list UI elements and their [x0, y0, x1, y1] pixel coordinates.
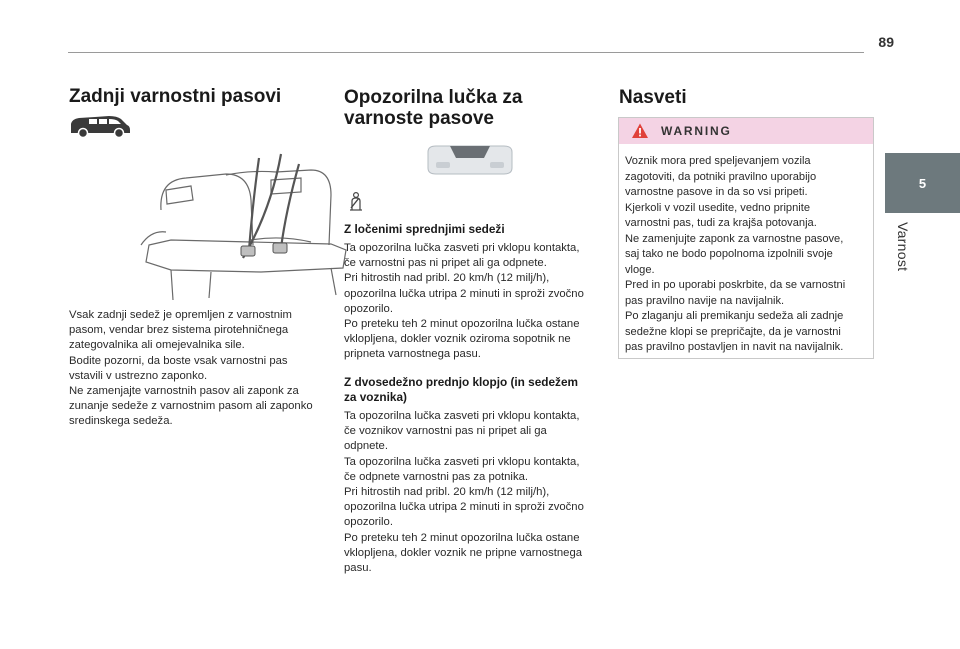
separate-seats-text — [344, 241, 604, 363]
text-line: opozorilo. — [344, 516, 393, 529]
text-line: zategovalnika ali omejevalnika sile. — [69, 339, 245, 352]
section-title-line-2: varnoste pasove — [344, 108, 494, 129]
section-title: Zadnji varnostni pasovi — [69, 86, 282, 107]
text-line: Ta opozorilna lučka zasveti pri vklopu kontakta, — [344, 455, 580, 468]
warning-label: WARNING — [661, 124, 732, 138]
subheading-bench-line-2: za voznika) — [344, 390, 407, 404]
text-line: Ta opozorilna lučka zasveti pri vklopu kontakta, — [344, 410, 580, 422]
chapter-number: 5 — [918, 175, 927, 191]
text-line: Pred in po uporabi poskrbite, da se varnostni — [625, 279, 846, 291]
text-line: Bodite pozorni, da boste vsak varnostni pas — [69, 354, 288, 367]
text-line: če varnostni pas ni pripet ali ga odpnete. — [344, 257, 547, 270]
warning-lamp-panel — [424, 140, 516, 180]
text-line: zagotoviti, da potniki pravilno uporabijo — [625, 170, 817, 183]
warning-triangle-icon — [631, 122, 649, 140]
text-line: pasom, vendar brez sistema pirotehničnega — [69, 324, 289, 337]
text-line: opozorilna lučka utripa 2 minuti in sproži zvočno — [344, 501, 584, 514]
text-line: vklopljena, dokler voznik oziroma sopotnik ne — [344, 333, 571, 346]
chapter-label: Varnost — [895, 222, 911, 272]
warning-header — [619, 118, 873, 144]
text-line: vklopljena, dokler voznik ne pripne varnostnega — [344, 546, 583, 559]
text-line: Voznik mora pred speljevanjem vozila — [625, 155, 811, 167]
text-line: pas pravilno navije na navijalnik. — [625, 294, 785, 307]
text-line: Pri hitrostih nad pribl. 20 km/h (12 milj/h), — [344, 486, 550, 499]
text-line: odpnete. — [344, 440, 388, 453]
text-line: opozorilo. — [344, 302, 393, 315]
text-line: če odpnete varnostni pas za potnika. — [344, 470, 529, 483]
text-line: Pri hitrostih nad pribl. 20 km/h (12 milj/h), — [344, 272, 550, 285]
warning-body — [619, 144, 873, 356]
section-title-line-1: Opozorilna lučka za — [344, 87, 523, 108]
header-rule — [68, 52, 864, 53]
text-line: Vsak zadnji sedež je opremljen z varnostnim — [69, 309, 292, 321]
van-icon — [69, 113, 133, 139]
text-line: sedežne klopi se prepričajte, da je varnostni — [625, 325, 841, 338]
text-line: pas pravilno postavljen in navit na navijalnik. — [625, 341, 844, 353]
text-line: Ta opozorilna lučka zasveti pri vklopu kontakta, — [344, 242, 580, 254]
text-line: varnostni pas, tudi za krajša potovanja. — [625, 217, 817, 229]
text-line: zunanje sedeže z varnostnim pasom ali zaponko — [69, 400, 313, 413]
text-line: Ne zamenjujte zaponk za varnostne pasove, — [625, 232, 844, 245]
warning-box — [618, 117, 874, 359]
rear-seatbelt-illustration — [131, 150, 371, 305]
subheading-separate-seats: Z ločenimi sprednjimi sedeži — [344, 222, 505, 236]
text-line: saj tako ne bodo popolnoma izpolnili svoje — [625, 248, 833, 260]
text-line: Po preteku teh 2 minut opozorilna lučka ostane — [344, 531, 580, 544]
seatbelt-icon — [348, 192, 364, 212]
subheading-bench-line-1: Z dvosedežno prednjo klopjo (in sedežem — [344, 375, 579, 389]
chapter-tab[interactable] — [885, 153, 960, 213]
text-line: opozorilna lučka utripa 2 minuti in sproži zvočno — [344, 287, 584, 300]
text-line: varnostne pasove in da so vsi pripeti. — [625, 186, 808, 198]
bench-seat-text — [344, 409, 604, 576]
text-line: vstavili v ustrezno zaponko. — [69, 369, 208, 382]
text-line: pripneta varnostnega pasu. — [344, 348, 481, 361]
rear-seatbelts-text — [69, 308, 339, 430]
text-line: vloge. — [625, 263, 655, 276]
section-title-advice: Nasveti — [619, 87, 687, 108]
text-line: če voznikov varnostni pas ni pripet ali ga — [344, 425, 547, 438]
text-line: Po zlaganju ali premikanju sedeža ali zadnje — [625, 310, 844, 322]
page-number: 89 — [878, 34, 894, 50]
text-line: Kjerkoli v vozil usedite, vedno pripnite — [625, 201, 810, 214]
text-line: sredinskega sedeža. — [69, 415, 173, 428]
text-line: Po preteku teh 2 minut opozorilna lučka ostane — [344, 318, 580, 331]
text-line: pasu. — [344, 562, 372, 575]
text-line: Ne zamenjajte varnostnih pasov ali zaponk za — [69, 385, 299, 398]
